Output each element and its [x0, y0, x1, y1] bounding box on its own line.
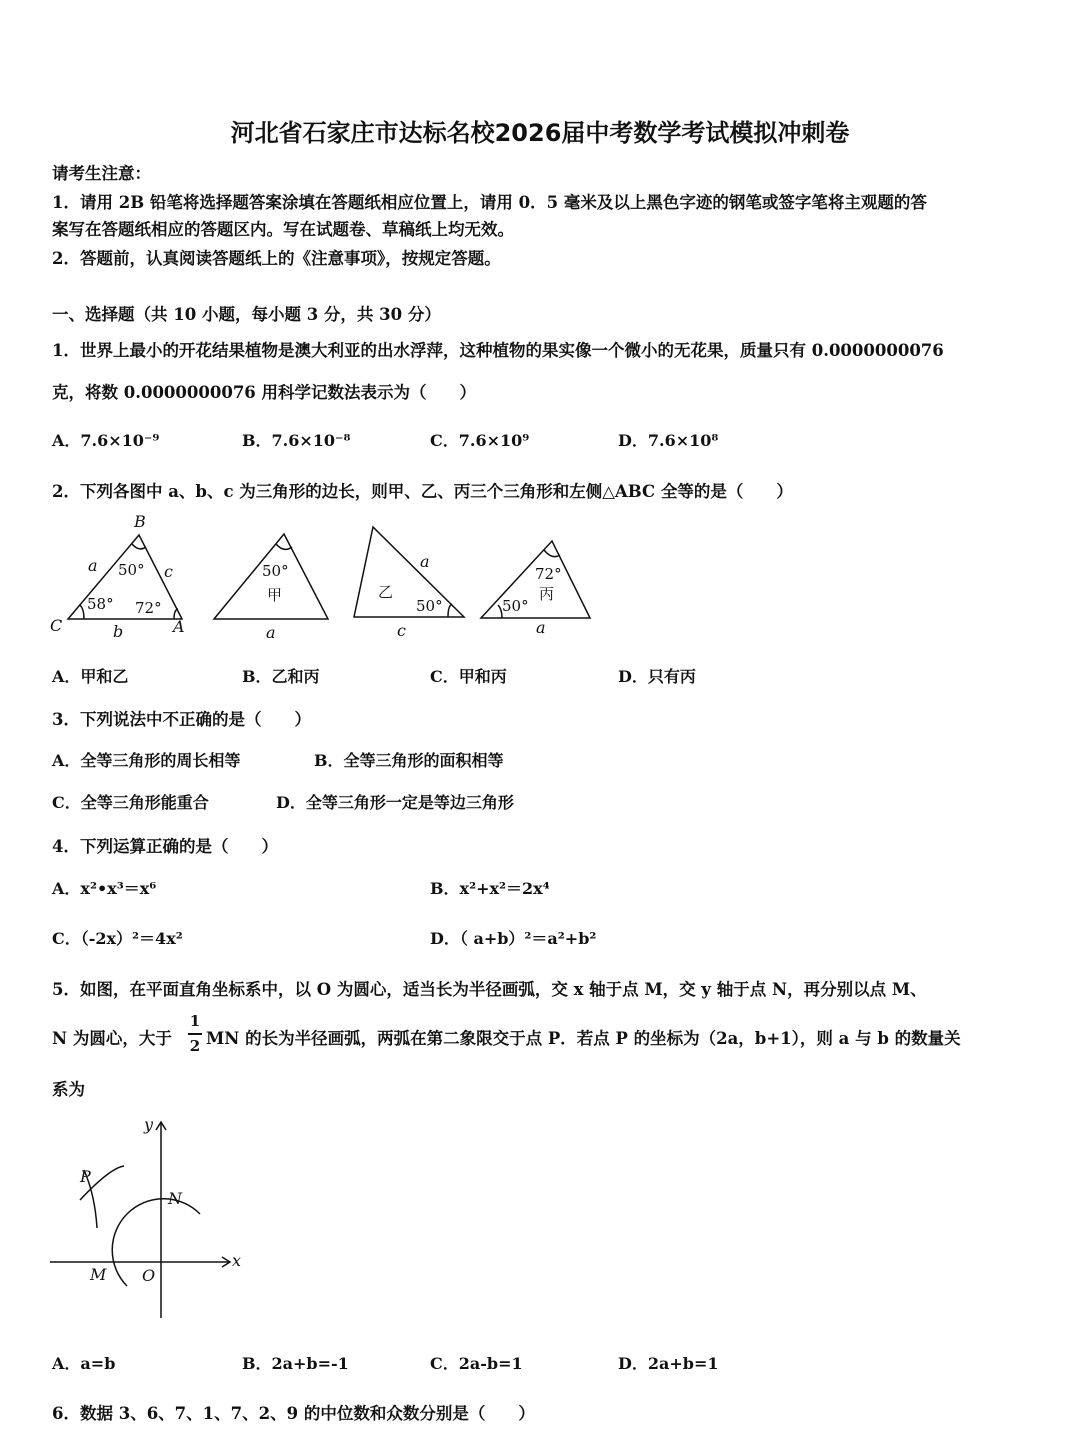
- q5-stem-line-2b: MN 的长为半径画弧，两弧在第二象限交于点 P．若点 P 的坐标为（2a，b+1），则 a 与 b 的数量关: [206, 1029, 961, 1048]
- label-B: B: [134, 512, 146, 531]
- q2-triangle-figures: [40, 505, 610, 650]
- fraction-denominator: 2: [189, 1037, 201, 1055]
- q1-stem-line-1: 1．世界上最小的开花结果植物是澳大利亚的出水浮萍，这种植物的果实像一个微小的无花果，质量只有 0.0000000076: [52, 341, 944, 360]
- q2-option-d: D．只有丙: [618, 667, 696, 686]
- section-heading: 一、选择题（共 10 小题，每小题 3 分，共 30 分）: [52, 305, 441, 324]
- q2-stem: 2．下列各图中 a、b、c 为三角形的边长，则甲、乙、丙三个三角形和左侧△ABC 全等的是（ ）: [52, 482, 793, 501]
- label-M: M: [90, 1265, 107, 1284]
- q3-option-a: A．全等三角形的周长相等: [52, 751, 241, 770]
- fraction-bar: [188, 1033, 202, 1035]
- q3-option-d: D．全等三角形一定是等边三角形: [276, 793, 514, 812]
- q6-stem: 6．数据 3、6、7、1、7、2、9 的中位数和众数分别是（ ）: [52, 1404, 535, 1423]
- q2-option-c: C．甲和丙: [430, 667, 507, 686]
- q5-stem-line-3: 系为: [52, 1080, 85, 1099]
- q1-option-c: C．7.6×10⁹: [430, 431, 530, 450]
- q1-option-d: D．7.6×10⁸: [618, 431, 719, 450]
- q3-option-b: B．全等三角形的面积相等: [314, 751, 504, 770]
- q4-option-b: B．x²+x²＝2x⁴: [430, 879, 550, 898]
- q4-stem: 4．下列运算正确的是（ ）: [52, 837, 278, 856]
- q5-option-c: C．2a-b=1: [430, 1354, 523, 1373]
- label-y: y: [144, 1115, 154, 1134]
- notice-line-1b: 案写在答题纸相应的答题区内。写在试题卷、草稿纸上均无效。: [52, 220, 514, 239]
- q1-option-b: B．7.6×10⁻⁸: [242, 431, 351, 450]
- label-angle-72-abc: 72°: [135, 599, 162, 617]
- q5-stem-line-1: 5．如图，在平面直角坐标系中，以 O 为圆心，适当长为半径画弧，交 x 轴于点 M，交 y 轴于点 N，再分别以点 M、: [52, 980, 927, 999]
- q4-option-a: A．x²•x³＝x⁶: [52, 879, 157, 898]
- q1-stem-line-2: 克，将数 0.0000000076 用科学记数法表示为（ ）: [52, 383, 477, 402]
- fraction-numerator: 1: [189, 1012, 201, 1030]
- label-C: C: [50, 616, 63, 635]
- label-x: x: [232, 1251, 242, 1270]
- notice-line-1: 1．请用 2B 铅笔将选择题答案涂填在答题纸相应位置上，请用 0．5 毫米及以上黑色字迹的钢笔或签字笔将主观题的答: [52, 193, 927, 212]
- q2-option-b: B．乙和丙: [242, 667, 320, 686]
- label-angle-72-bing: 72°: [535, 565, 562, 583]
- label-A: A: [173, 617, 185, 636]
- label-b: b: [113, 622, 124, 641]
- label-P: P: [80, 1167, 91, 1186]
- label-angle-50-yi: 50°: [416, 597, 443, 615]
- label-yi-c: c: [397, 621, 406, 640]
- label-bing: 丙: [539, 585, 555, 603]
- arc-mn: [112, 1199, 200, 1286]
- q5-stem-line-2a: N 为圆心，大于: [52, 1029, 172, 1048]
- label-N: N: [168, 1189, 182, 1208]
- label-O: O: [142, 1266, 156, 1285]
- label-angle-50-bing: 50°: [502, 597, 529, 615]
- q1-option-a: A．7.6×10⁻⁹: [52, 431, 160, 450]
- q4-option-c: C．（-2x）²＝4x²: [52, 929, 183, 948]
- q3-stem: 3．下列说法中不正确的是（ ）: [52, 710, 311, 729]
- triangle-yi: [354, 527, 464, 617]
- label-bing-a: a: [536, 618, 546, 637]
- q4-option-d: D．（ a+b）²＝a²+b²: [430, 929, 597, 948]
- q2-option-a: A．甲和乙: [52, 667, 129, 686]
- label-a: a: [88, 556, 98, 575]
- q5-option-a: A．a=b: [52, 1354, 116, 1373]
- label-angle-50-jia: 50°: [262, 562, 289, 580]
- notice-heading: 请考生注意：: [52, 164, 151, 183]
- page-title: 河北省石家庄市达标名校2026届中考数学考试模拟冲刺卷: [230, 119, 850, 147]
- q5-option-b: B．2a+b=-1: [242, 1354, 349, 1373]
- label-c: c: [164, 562, 173, 581]
- label-yi-a: a: [420, 552, 430, 571]
- label-angle-50-abc: 50°: [118, 561, 145, 579]
- angle-arc-yi: [448, 604, 452, 617]
- angle-arc-c: [80, 605, 84, 619]
- notice-line-2: 2．答题前，认真阅读答题纸上的《注意事项》，按规定答题。: [52, 249, 501, 268]
- label-yi: 乙: [378, 583, 394, 601]
- label-jia-a: a: [266, 623, 276, 642]
- label-jia: 甲: [267, 586, 283, 604]
- label-angle-58: 58°: [87, 595, 114, 613]
- q3-option-c: C．全等三角形能重合: [52, 793, 209, 812]
- q5-option-d: D．2a+b=1: [618, 1354, 719, 1373]
- q5-coordinate-figure: [40, 1110, 260, 1325]
